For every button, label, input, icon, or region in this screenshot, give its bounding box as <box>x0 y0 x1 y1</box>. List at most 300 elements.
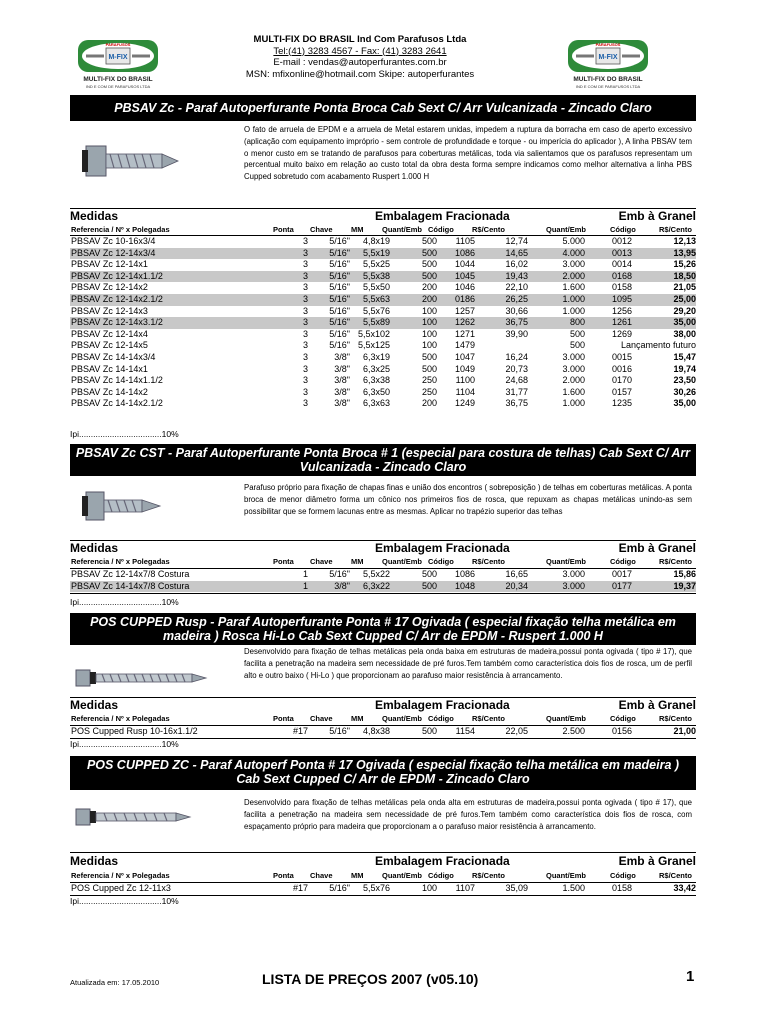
price-table <box>70 726 696 738</box>
cell-ponta: 3 <box>302 375 308 386</box>
cell-ref: PBSAV Zc 12-14x1 <box>71 259 148 270</box>
cell-p1: 20,73 <box>505 363 528 374</box>
company-msn: MSN: mfixonline@hotmail.com Skipe: autoperfurantes <box>245 68 475 80</box>
section-description: Desenvolvido para fixação de telhas metálicas pela onda alta em estruturas de madeira,possui ponta ogivada ( tipo # 17), que facilita a penetração na madeira sem necessidade de pré furos.Tem também como característica dois fios de rosca, com espaçamento próprio para madeira que proporcionam a o parafuso maior resistência à arrancamento. <box>244 798 692 831</box>
cell-mm: 6,3x19 <box>362 351 390 362</box>
cell-mm: 4,8x38 <box>362 726 390 736</box>
page-header <box>0 34 768 90</box>
cell-ref: PBSAV Zc 10-16x3/4 <box>71 236 156 246</box>
cell-c1: 0186 <box>437 294 475 306</box>
table-subheader-row <box>70 557 696 567</box>
cell-chave: 5/16" <box>329 282 350 293</box>
cell-p1: 19,43 <box>475 271 528 283</box>
col-referencia: Referencia / Nº x Polegadas <box>71 714 170 723</box>
cell-c1: 1249 <box>454 398 475 409</box>
cell-chave: 3/8" <box>334 375 350 386</box>
logo-top-text: PARAFUSOS <box>595 42 621 47</box>
cell-c2: 0015 <box>611 351 632 362</box>
col-referencia: Referencia / Nº x Polegadas <box>71 871 170 880</box>
price-table <box>70 883 696 895</box>
cell-c2: 0017 <box>611 569 632 579</box>
cell-q1: 500 <box>421 259 437 270</box>
cell-c2: 1235 <box>611 398 632 409</box>
col-codigo: Código <box>428 871 454 880</box>
ipi-note: Ipi...................................10% <box>70 739 179 749</box>
cell-q2: 500 <box>569 340 585 351</box>
cell-c2: 0168 <box>585 271 632 283</box>
table-header-row <box>70 209 696 223</box>
cell-p2: 35,00 <box>632 317 696 329</box>
cell-q2: 3.000 <box>562 351 585 362</box>
table-row <box>70 581 696 593</box>
divider <box>70 593 696 594</box>
cell-p1: 16,65 <box>505 569 528 579</box>
col-referencia: Referencia / Nº x Polegadas <box>71 557 170 566</box>
logo-badge-text: M-FIX <box>108 54 128 61</box>
section-description: O fato de arruela de EPDM e a arruela de Metal estarem unidas, impedem a ruptura da borracha em caso de aperto excessivo (aplicação com equipamento impróprio - sem controle de profundidade e torque - ou imperícia do aplicador ), A linha PBSAV tem o menor custo em se tratando de parafusos para coberturas metálicas, toda via salientamos que os parafusos representam um percentual muito baixo em relação ao custo total da obra desta forma sempre indicamos como melhor alternativa a linha PBS Cupped sobretudo com acabamento Ruspert 1.000 H <box>244 125 692 182</box>
header-granel: Emb à Granel <box>618 209 696 223</box>
cell-q1: 200 <box>390 294 437 306</box>
cell-ponta: 3 <box>302 340 308 351</box>
cell-ponta: 3 <box>302 282 308 293</box>
cell-q1: 500 <box>390 248 437 260</box>
cell-p1: 12,74 <box>505 236 528 246</box>
cell-ref: PBSAV Zc 12-14x1.1/2 <box>70 271 278 283</box>
cell-q2: 2.000 <box>562 375 585 386</box>
table-row <box>70 248 696 260</box>
cell-c2: 1269 <box>611 328 632 339</box>
cell-c1: 1100 <box>455 375 475 386</box>
cell-chave: 5/16" <box>308 317 350 329</box>
col-codigo: Código <box>428 557 454 566</box>
logo-subtitle: IND E COM DE PARAFUSOS LTDA <box>575 84 641 89</box>
cell-q1: 500 <box>421 351 437 362</box>
cell-mm: 5,5x50 <box>362 282 390 293</box>
header-granel: Emb à Granel <box>618 854 696 868</box>
col-mm: MM <box>351 714 364 723</box>
cell-q2: 3.000 <box>562 259 585 270</box>
cell-p2: 15,86 <box>673 569 696 579</box>
cell-ref: PBSAV Zc 12-14x3.1/2 <box>70 317 278 329</box>
cell-c2: Lançamento futuro <box>620 340 696 351</box>
cell-ref: POS Cupped Zc 12-11x3 <box>71 883 171 893</box>
cell-ponta: 3 <box>278 317 308 329</box>
cell-ponta: 3 <box>278 294 308 306</box>
table-row <box>70 375 696 387</box>
section-description: Parafuso próprio para fixação de chapas finas e união dos encontros ( sobreposição ) de telhas em coberturas metálicas. A ponta broca de menor diâmetro forma um cônico nos primeiros fios de rosca, que repuxam as chapas metálicas unindo-as sem possibilitar que se formem lacunas entre as mesmas. Aplicar no trapézio superior das telhas <box>244 483 692 516</box>
col-codigo: Código <box>428 225 454 234</box>
cell-ponta: 1 <box>302 569 308 579</box>
cell-chave: 5/16" <box>329 340 350 351</box>
logo-subtitle: IND E COM DE PARAFUSOS LTDA <box>85 84 151 89</box>
cell-c1: 1047 <box>454 351 475 362</box>
cell-ponta: 3 <box>302 398 308 409</box>
col-rs-cento: R$/Cento <box>472 225 505 234</box>
cell-chave: 3/8" <box>334 363 350 374</box>
cell-ponta: 3 <box>302 236 308 246</box>
cell-q1: 500 <box>421 726 437 736</box>
cell-ponta: 3 <box>302 259 308 270</box>
company-phones: Tel:(41) 3283 4567 - Fax: (41) 3283 2641 <box>273 45 447 57</box>
table-row <box>70 364 696 376</box>
col-quant-emb: Quant/Emb <box>382 714 423 723</box>
cell-chave: 5/16" <box>329 328 350 339</box>
cell-p1: 24,68 <box>505 375 528 386</box>
col-mm: MM <box>351 871 364 880</box>
header-medidas: Medidas <box>70 698 119 712</box>
company-logo-left <box>70 38 166 90</box>
cell-q2: 3.000 <box>562 363 585 374</box>
cell-p1: 14,65 <box>475 248 528 260</box>
table-subheader-row <box>70 714 696 724</box>
cell-p2: 19,37 <box>632 581 696 593</box>
cell-c1: 1046 <box>454 282 475 293</box>
cell-p2: 18,50 <box>632 271 696 283</box>
cell-ponta: #17 <box>292 883 308 893</box>
col-ponta: Ponta <box>273 871 294 880</box>
cell-p2: 38,00 <box>673 328 696 339</box>
cell-q1: 250 <box>421 386 437 397</box>
cell-q2: 1.000 <box>562 398 585 409</box>
cell-p1: 30,66 <box>505 305 528 316</box>
cell-mm: 6,3x38 <box>362 375 390 386</box>
header-granel: Emb à Granel <box>618 541 696 555</box>
cell-q1: 500 <box>421 363 437 374</box>
cell-ref: PBSAV Zc 12-14x3 <box>71 305 148 316</box>
cell-c1: 1154 <box>455 726 475 736</box>
col-rs-cento: R$/Cento <box>472 557 505 566</box>
cell-q2: 2.500 <box>562 726 585 736</box>
cell-c1: 1107 <box>455 883 475 893</box>
col-mm: MM <box>351 225 364 234</box>
cell-chave: 5/16" <box>329 259 350 270</box>
section-title-pos-cupped-rusp: POS CUPPED Rusp - Paraf Autoperfurante Ponta # 17 Ogivada ( especial fixação telha metálica em madeira ) Rosca Hi-Lo Cab Sext Cupped C/ Arr de EPDM - Ruspert 1.000 H <box>70 613 696 645</box>
cell-ponta: 3 <box>302 363 308 374</box>
table-row <box>70 236 696 248</box>
logo-top-text: PARAFUSOS <box>105 42 131 47</box>
cell-chave: 5/16" <box>308 271 350 283</box>
col-quant-emb-granel: Quant/Emb <box>546 557 587 566</box>
cell-p2: 23,50 <box>673 375 696 386</box>
cell-q1: 500 <box>390 581 437 593</box>
cell-q1: 500 <box>421 236 437 246</box>
cell-c2: 0156 <box>611 726 632 736</box>
cell-chave: 5/16" <box>329 305 350 316</box>
table-subheader-row <box>70 871 696 881</box>
cell-mm: 5,5x102 <box>357 328 390 339</box>
cell-ref: PBSAV Zc 14-14x3/4 <box>71 351 156 362</box>
cell-c2: 0012 <box>611 236 632 246</box>
cell-q2: 5.000 <box>562 236 585 246</box>
cell-p2: 19,74 <box>673 363 696 374</box>
table-row <box>70 271 696 283</box>
cell-p2: 13,95 <box>632 248 696 260</box>
cell-ref: PBSAV Zc 14-14x1.1/2 <box>71 375 163 386</box>
cell-mm: 5,5x22 <box>362 569 390 579</box>
table-header-row <box>70 698 696 712</box>
cell-q2: 1.000 <box>528 294 585 306</box>
col-quant-emb-granel: Quant/Emb <box>546 225 587 234</box>
cell-chave: 5/16" <box>329 569 350 579</box>
table-row <box>70 569 696 581</box>
cell-p1: 36,75 <box>475 317 528 329</box>
table-row <box>70 282 696 294</box>
cell-q2: 3.000 <box>528 581 585 593</box>
section-description: Desenvolvido para fixação de telhas metálicas pela onda baixa em estruturas de madeira,possui ponta ogivada ( tipo # 17), que facilita a penetração na madeira sem necessidade de pré furos.Tem também como característica dois fios de rosca, um de perfil alto e outro baixo ( Hi-Lo ) que proporcionam ao parafuso maior resistência à arrancamento. <box>244 647 692 680</box>
cell-ref: PBSAV Zc 14-14x7/8 Costura <box>70 581 278 593</box>
cell-ref: PBSAV Zc 14-14x2.1/2 <box>71 398 163 409</box>
logo-emblem-icon <box>566 38 650 74</box>
price-table <box>70 569 696 592</box>
cell-ref: POS Cupped Rusp 10-16x1.1/2 <box>71 726 198 736</box>
col-chave: Chave <box>310 871 333 880</box>
col-codigo: Código <box>428 714 454 723</box>
company-info <box>200 34 520 80</box>
cell-p2: 15,47 <box>673 351 696 362</box>
col-quant-emb: Quant/Emb <box>382 871 423 880</box>
company-name: MULTI-FIX DO BRASIL Ind Com Parafusos Ltda <box>253 34 467 45</box>
table-row <box>70 398 696 410</box>
cell-mm: 6,3x22 <box>350 581 390 593</box>
col-rs-cento-granel: R$/Cento <box>659 714 692 723</box>
cell-q1: 100 <box>421 340 437 351</box>
cell-c1: 1045 <box>437 271 475 283</box>
price-table <box>70 236 696 410</box>
cell-p2: 15,26 <box>673 259 696 270</box>
section-title-pos-cupped-zc: POS CUPPED ZC - Paraf Autoperf Ponta # 17 Ogivada ( especial fixação telha metálica em madeira ) Cab Sext Cupped C/ Arr de EPDM - Zincado Claro <box>70 756 696 790</box>
cell-c1: 1048 <box>437 581 475 593</box>
col-quant-emb-granel: Quant/Emb <box>546 714 587 723</box>
table-row <box>70 387 696 399</box>
cell-ponta: 3 <box>302 386 308 397</box>
col-chave: Chave <box>310 557 333 566</box>
cell-chave: 5/16" <box>329 883 350 893</box>
cell-q2: 2.000 <box>528 271 585 283</box>
header-embalagem: Embalagem Fracionada <box>375 541 510 555</box>
cell-p2: 33,42 <box>673 883 696 893</box>
col-ponta: Ponta <box>273 225 294 234</box>
cell-p1: 20,34 <box>475 581 528 593</box>
col-rs-cento-granel: R$/Cento <box>659 225 692 234</box>
col-rs-cento-granel: R$/Cento <box>659 557 692 566</box>
cell-c1: 1479 <box>454 340 475 351</box>
cell-p1: 16,24 <box>505 351 528 362</box>
table-row <box>70 352 696 364</box>
cell-ref: PBSAV Zc 12-14x2.1/2 <box>70 294 278 306</box>
table-row <box>70 726 696 738</box>
cell-mm: 6,3x25 <box>362 363 390 374</box>
cell-chave: 5/16" <box>308 294 350 306</box>
cell-q1: 500 <box>390 271 437 283</box>
cell-c1: 1044 <box>454 259 475 270</box>
self-drilling-screw-icon <box>80 478 170 538</box>
cell-q2: 1.000 <box>562 305 585 316</box>
cell-p2: 29,20 <box>673 305 696 316</box>
cell-c2: 0158 <box>611 282 632 293</box>
divider <box>70 852 696 853</box>
logo-name: MULTI-FIX DO BRASIL <box>83 76 153 83</box>
col-quant-emb: Quant/Emb <box>382 557 423 566</box>
header-embalagem: Embalagem Fracionada <box>375 698 510 712</box>
table-row <box>70 259 696 271</box>
cell-p2: 21,05 <box>673 282 696 293</box>
cell-c2: 0170 <box>611 375 632 386</box>
section-title-pbsav-cst: PBSAV Zc CST - Paraf Autoperfurante Ponta Broca # 1 (especial para costura de telhas) Cab Sext C/ Arr Vulcanizada - Zincado Claro <box>70 444 696 476</box>
cell-q2: 800 <box>528 317 585 329</box>
cell-c2: 0177 <box>585 581 632 593</box>
cell-c2: 0014 <box>611 259 632 270</box>
col-rs-cento: R$/Cento <box>472 714 505 723</box>
section-title-pbsav: PBSAV Zc - Paraf Autoperfurante Ponta Broca Cab Sext C/ Arr Vulcanizada - Zincado Claro <box>70 95 696 121</box>
header-medidas: Medidas <box>70 854 119 868</box>
cell-ponta: 3 <box>302 328 308 339</box>
cell-p2: 30,26 <box>673 386 696 397</box>
cell-q2: 4.000 <box>528 248 585 260</box>
cell-p1: 35,09 <box>505 883 528 893</box>
wood-screw-icon <box>72 662 212 694</box>
wood-screw-icon <box>72 802 196 832</box>
ipi-note: Ipi...................................10% <box>70 896 179 906</box>
cell-p2: 35,00 <box>673 398 696 409</box>
table-row <box>70 306 696 318</box>
cell-c1: 1257 <box>454 305 475 316</box>
logo-badge-text: M-FIX <box>598 54 618 61</box>
cell-ponta: 1 <box>278 581 308 593</box>
cell-p1: 22,05 <box>505 726 528 736</box>
col-codigo-granel: Código <box>610 225 636 234</box>
cell-p1: 16,02 <box>505 259 528 270</box>
company-logo-right <box>560 38 656 90</box>
cell-chave: 3/8" <box>334 386 350 397</box>
cell-mm: 5,5x63 <box>350 294 390 306</box>
header-embalagem: Embalagem Fracionada <box>375 209 510 223</box>
logo-name: MULTI-FIX DO BRASIL <box>573 76 643 83</box>
cell-mm: 5,5x125 <box>357 340 390 351</box>
cell-ref: PBSAV Zc 12-14x2 <box>71 282 148 293</box>
cell-q1: 500 <box>421 569 437 579</box>
cell-p1: 39,90 <box>505 328 528 339</box>
col-chave: Chave <box>310 225 333 234</box>
col-referencia: Referencia / Nº x Polegadas <box>71 225 170 234</box>
col-ponta: Ponta <box>273 714 294 723</box>
cell-p2: 21,00 <box>673 726 696 736</box>
table-subheader-row <box>70 225 696 235</box>
header-embalagem: Embalagem Fracionada <box>375 854 510 868</box>
cell-q1: 100 <box>421 305 437 316</box>
cell-q2: 500 <box>569 328 585 339</box>
cell-q1: 100 <box>390 317 437 329</box>
cell-p1: 31,77 <box>505 386 528 397</box>
cell-mm: 5,5x76 <box>362 305 390 316</box>
cell-p1: 22,10 <box>505 282 528 293</box>
cell-c2: 0157 <box>611 386 632 397</box>
col-codigo-granel: Código <box>610 714 636 723</box>
col-mm: MM <box>351 557 364 566</box>
cell-q2: 1.500 <box>562 883 585 893</box>
table-row <box>70 340 696 352</box>
cell-c2: 1095 <box>585 294 632 306</box>
cell-mm: 4,8x19 <box>362 236 390 246</box>
cell-q2: 1.600 <box>562 386 585 397</box>
cell-c1: 1105 <box>455 236 475 246</box>
cell-p1: 36,75 <box>505 398 528 409</box>
cell-ref: PBSAV Zc 12-14x4 <box>71 328 148 339</box>
header-medidas: Medidas <box>70 209 119 223</box>
cell-ref: PBSAV Zc 14-14x2 <box>71 386 148 397</box>
cell-chave: 3/8" <box>308 581 350 593</box>
table-row <box>70 294 696 306</box>
cell-p1: 26,25 <box>475 294 528 306</box>
cell-mm: 5,5x89 <box>350 317 390 329</box>
page-number: 1 <box>686 968 695 985</box>
cell-chave: 5/16" <box>329 236 350 246</box>
cell-mm: 6,3x63 <box>362 398 390 409</box>
col-codigo-granel: Código <box>610 871 636 880</box>
cell-q1: 200 <box>421 282 437 293</box>
cell-chave: 5/16" <box>308 248 350 260</box>
cell-ponta: 3 <box>278 248 308 260</box>
ipi-note: Ipi...................................10% <box>70 429 179 439</box>
cell-c1: 1086 <box>437 248 475 260</box>
cell-ref: PBSAV Zc 14-14x1 <box>71 363 148 374</box>
table-row <box>70 317 696 329</box>
cell-c2: 1256 <box>611 305 632 316</box>
cell-ref: PBSAV Zc 12-14x3/4 <box>70 248 278 260</box>
cell-ponta: 3 <box>302 351 308 362</box>
cell-mm: 5,5x76 <box>362 883 390 893</box>
cell-q1: 200 <box>421 398 437 409</box>
table-header-row <box>70 541 696 555</box>
cell-p1 <box>475 340 528 352</box>
cell-ponta: #17 <box>292 726 308 736</box>
header-medidas: Medidas <box>70 541 119 555</box>
cell-chave: 3/8" <box>334 398 350 409</box>
company-email: E-mail : vendas@autoperfurantes.com.br <box>273 57 447 68</box>
col-quant-emb-granel: Quant/Emb <box>546 871 587 880</box>
col-ponta: Ponta <box>273 557 294 566</box>
cell-p2: 25,00 <box>632 294 696 306</box>
footer-updated-date: Atualizada em: 17.05.2010 <box>70 978 160 987</box>
col-quant-emb: Quant/Emb <box>382 225 423 234</box>
col-chave: Chave <box>310 714 333 723</box>
cell-q2: 1.600 <box>562 282 585 293</box>
cell-ref: PBSAV Zc 12-14x5 <box>71 340 148 351</box>
header-granel: Emb à Granel <box>618 698 696 712</box>
cell-q1: 250 <box>421 375 437 386</box>
cell-q2: 3.000 <box>562 569 585 579</box>
cell-p2: 12,13 <box>673 236 696 246</box>
cell-ref: PBSAV Zc 12-14x7/8 Costura <box>71 569 190 579</box>
table-row <box>70 883 696 895</box>
cell-c2: 0158 <box>611 883 632 893</box>
ipi-note: Ipi...................................10% <box>70 597 179 607</box>
cell-c1: 1086 <box>454 569 475 579</box>
cell-c2: 0013 <box>585 248 632 260</box>
cell-c1: 1262 <box>437 317 475 329</box>
cell-c1: 1271 <box>454 328 475 339</box>
cell-q1: 100 <box>421 328 437 339</box>
cell-c1: 1104 <box>455 386 475 397</box>
cell-mm: 5,5x25 <box>362 259 390 270</box>
cell-chave: 3/8" <box>334 351 350 362</box>
cell-ponta: 3 <box>302 305 308 316</box>
col-codigo-granel: Código <box>610 557 636 566</box>
cell-c2: 1261 <box>585 317 632 329</box>
cell-c2: 0016 <box>611 363 632 374</box>
col-rs-cento: R$/Cento <box>472 871 505 880</box>
logo-emblem-icon <box>76 38 160 74</box>
self-drilling-screw-icon <box>80 128 184 200</box>
